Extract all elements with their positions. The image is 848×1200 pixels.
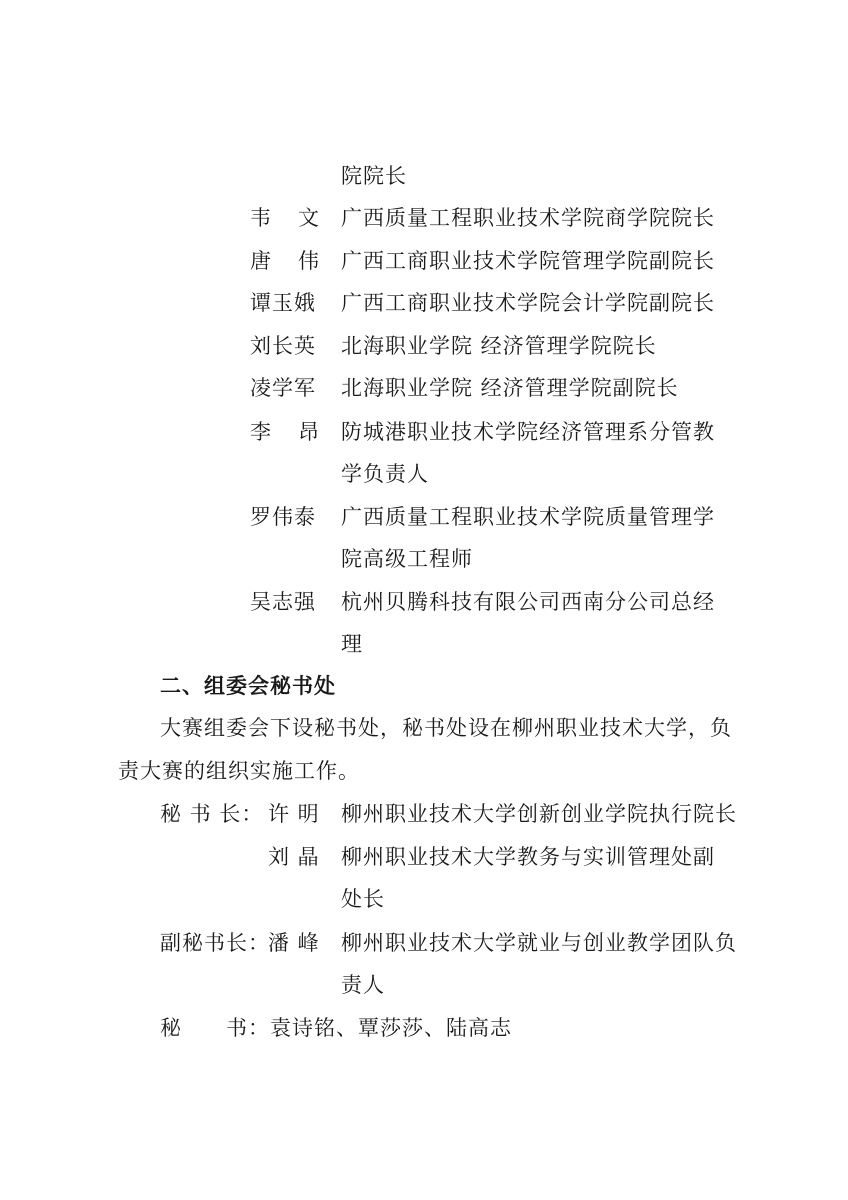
person-desc: 责人 [341, 973, 385, 997]
member-name: 谭玉娥 [250, 291, 316, 315]
person-desc: 处长 [341, 887, 385, 911]
secretary-names: 袁诗铭、覃莎莎、陆高志 [270, 1016, 512, 1040]
person-desc: 柳州职业技术大学就业与创业教学团队负 [341, 931, 737, 955]
member-desc: 广西质量工程职业技术学院商学院院长 [341, 206, 715, 230]
member-desc: 北海职业学院 经济管理学院院长 [341, 334, 657, 358]
member-name [250, 418, 320, 446]
paragraph-line: 责大赛的组织实施工作。 [118, 759, 360, 783]
member-name: 刘长英 [250, 334, 316, 358]
section-heading: 二、组委会秘书处 [160, 674, 336, 698]
paragraph-line: 大赛组委会下设秘书处，秘书处设在柳州职业技术大学，负 [160, 716, 732, 740]
member-desc: 院高级工程师 [341, 547, 473, 571]
member-name [250, 247, 320, 275]
member-desc: 杭州贝腾科技有限公司西南分公司总经 [341, 590, 715, 614]
member-desc: 广西工商职业技术学院管理学院副院长 [341, 249, 715, 273]
name-char: 李 [250, 420, 272, 444]
secretary-general-label: 秘 书 长： [160, 802, 264, 826]
name-char: 伟 [298, 249, 320, 273]
member-name: 罗伟泰 [250, 505, 316, 529]
member-desc: 理 [341, 632, 363, 656]
member-name: 凌学军 [250, 376, 316, 400]
person-desc: 柳州职业技术大学创新创业学院执行院长 [341, 802, 737, 826]
person-name: 潘 峰 [268, 931, 320, 955]
member-desc: 学负责人 [341, 462, 429, 486]
name-char: 昂 [298, 420, 320, 444]
person-name: 刘 晶 [268, 845, 320, 869]
member-desc: 广西工商职业技术学院会计学院副院长 [341, 291, 715, 315]
name-char: 唐 [250, 249, 272, 273]
name-char: 韦 [250, 206, 272, 230]
secretary-label: 秘 书： [160, 1016, 270, 1040]
person-desc: 柳州职业技术大学教务与实训管理处副 [341, 845, 715, 869]
member-desc: 北海职业学院 经济管理学院副院长 [341, 376, 679, 400]
deputy-label: 副秘书长： [160, 931, 270, 955]
member-desc: 广西质量工程职业技术学院质量管理学 [341, 505, 715, 529]
person-name: 许 明 [268, 802, 320, 826]
member-name [250, 204, 320, 232]
member-desc: 防城港职业技术学院经济管理系分管教 [341, 420, 715, 444]
member-name: 吴志强 [250, 590, 316, 614]
member-desc-continuation: 院院长 [341, 164, 407, 188]
name-char: 文 [298, 206, 320, 230]
